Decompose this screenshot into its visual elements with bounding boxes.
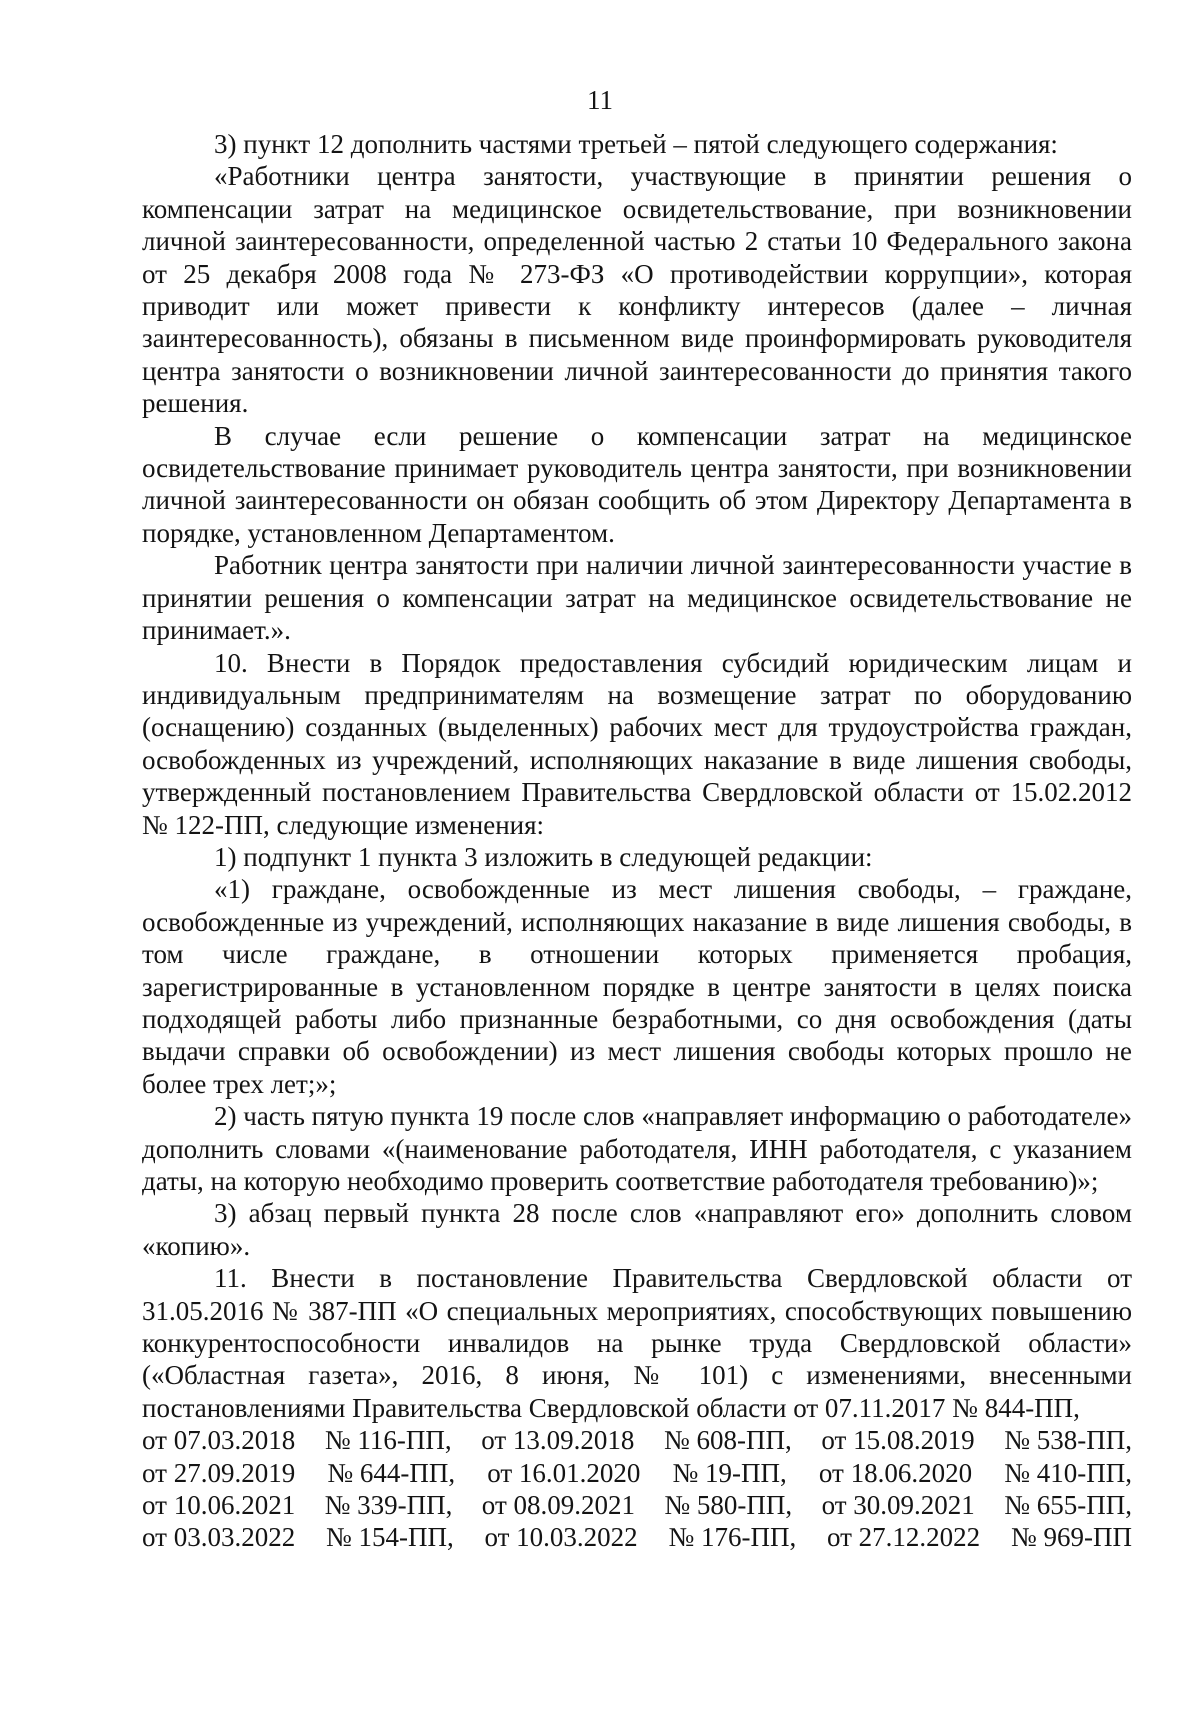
date-list-row [142,1424,1132,1456]
date-list-row [142,1489,1132,1521]
date-list-cell: № 969-ПП [1010,1522,1132,1553]
date-list-cell: от 03.03.2022 [142,1522,296,1553]
date-list-cell: № 116-ПП, [324,1425,452,1456]
date-list-cell: № 608-ПП, [664,1425,792,1456]
date-list-cell: № 339-ПП, [324,1490,453,1521]
date-list-cell: от 10.03.2022 [484,1522,638,1553]
date-list-cell: от 15.08.2019 [821,1425,975,1456]
date-list-row [142,1457,1132,1489]
date-list-cell: № 154-ПП, [325,1522,454,1553]
paragraph-employees-conflict: «Работники центра занятости, участвующие в принятии решения о компенсации затрат на медицинское освидетельствование, при возникновении личной заинтересованности, определенной частью 2 статьи 10 Федерального закона от 25 декабря 2008 года № 273-ФЗ «О противодействии коррупции», которая приводит или может привести к конфликту интересов (далее – личная заинтересованность), обязаны в письменном виде проинформировать руководителя центра занятости о возникновении личной заинтересованности до принятия такого решения. [142,161,1132,419]
paragraph-citizens-definition: «1) граждане, освобожденные из мест лишения свободы, – граждане, освобожденные из учреждений, исполняющих наказание в виде лишения свободы, в том числе граждане, в отношении которых применяется пробация, зарегистрированные в установленном порядке в центре занятости в целях поиска подходящей работы либо признанные безработными, со дня освобождения (даты выдачи справки об освобождении) из мест лишения свободы которых прошло не более трех лет;»; [142,874,1132,1099]
date-list-row [142,1521,1132,1553]
paragraph-employee-abstain: Работник центра занятости при наличии личной заинтересованности участие в принятии решения о компенсации затрат на медицинское освидетельствование не принимает.». [142,550,1132,646]
date-list-cell: № 644-ПП, [327,1457,456,1488]
date-list-cell: № 19-ПП, [672,1457,787,1488]
paragraph-section-10: 10. Внести в Порядок предоставления субсидий юридическим лицам и индивидуальным предпринимателям на возмещение затрат по оборудованию (оснащению) созданных (выделенных) рабочих мест для трудоустройства граждан, освобожденных из учреждений, исполняющих наказание в виде лишения свободы, утвержденный постановлением Правительства Свердловской области от 15.02.2012 № 122-ПП, следующие изменения: [142,647,1132,840]
paragraph-item-3-intro: 3) пункт 12 дополнить частями третьей – пятой следующего содержания: [214,129,1058,159]
date-list-cell: № 538-ПП, [1004,1425,1132,1456]
document-body [142,128,1132,1554]
date-list-cell: от 08.09.2021 [481,1490,635,1521]
date-list-cell: № 655-ПП, [1004,1490,1132,1521]
date-list-cell: № 410-ПП, [1004,1457,1132,1488]
date-list-cell: от 16.01.2020 [487,1457,641,1488]
paragraph-subitem-2: 2) часть пятую пункта 19 после слов «направляет информацию о работодателе» дополнить словами «(наименование работодателя, ИНН работодателя, с указанием даты, на которую необходимо проверить соответствие работодателя требованию)»; [142,1101,1132,1196]
paragraph-subitem-1: 1) подпункт 1 пункта 3 изложить в следующей редакции: [214,841,873,872]
date-list-cell: от 30.09.2021 [821,1490,975,1521]
date-list-cell: от 10.06.2021 [142,1490,296,1521]
page-number: 11 [587,85,613,115]
paragraph-subitem-3: 3) абзац первый пункта 28 после слов «направляют его» дополнить словом «копию». [142,1198,1132,1261]
date-list-cell: от 13.09.2018 [481,1425,635,1456]
amendment-date-list [142,1424,1132,1554]
paragraph-section-11: 11. Внести в постановление Правительства Свердловской области от 31.05.2016 № 387-ПП «О специальных мероприятиях, способствующих повышению конкурентоспособности инвалидов на рынке труда Свердловской области» («Областная газета», 2016, 8 июня, № 101) с изменениями, внесенными постановлениями Правительства Свердловской области от 07.11.2017 № 844-ПП, [142,1263,1132,1423]
date-list-cell: от 07.03.2018 [142,1425,296,1456]
date-list-cell: № 176-ПП, [668,1522,797,1553]
date-list-cell: № 580-ПП, [664,1490,793,1521]
date-list-cell: от 27.09.2019 [142,1457,296,1488]
paragraph-head-decision: В случае если решение о компенсации затрат на медицинское освидетельствование принимает руководитель центра занятости, при возникновении личной заинтересованности он обязан сообщить об этом Директору Департамента в порядке, установленном Департаментом. [142,420,1132,548]
date-list-cell: от 27.12.2022 [826,1522,981,1553]
date-list-cell: от 18.06.2020 [818,1457,973,1488]
